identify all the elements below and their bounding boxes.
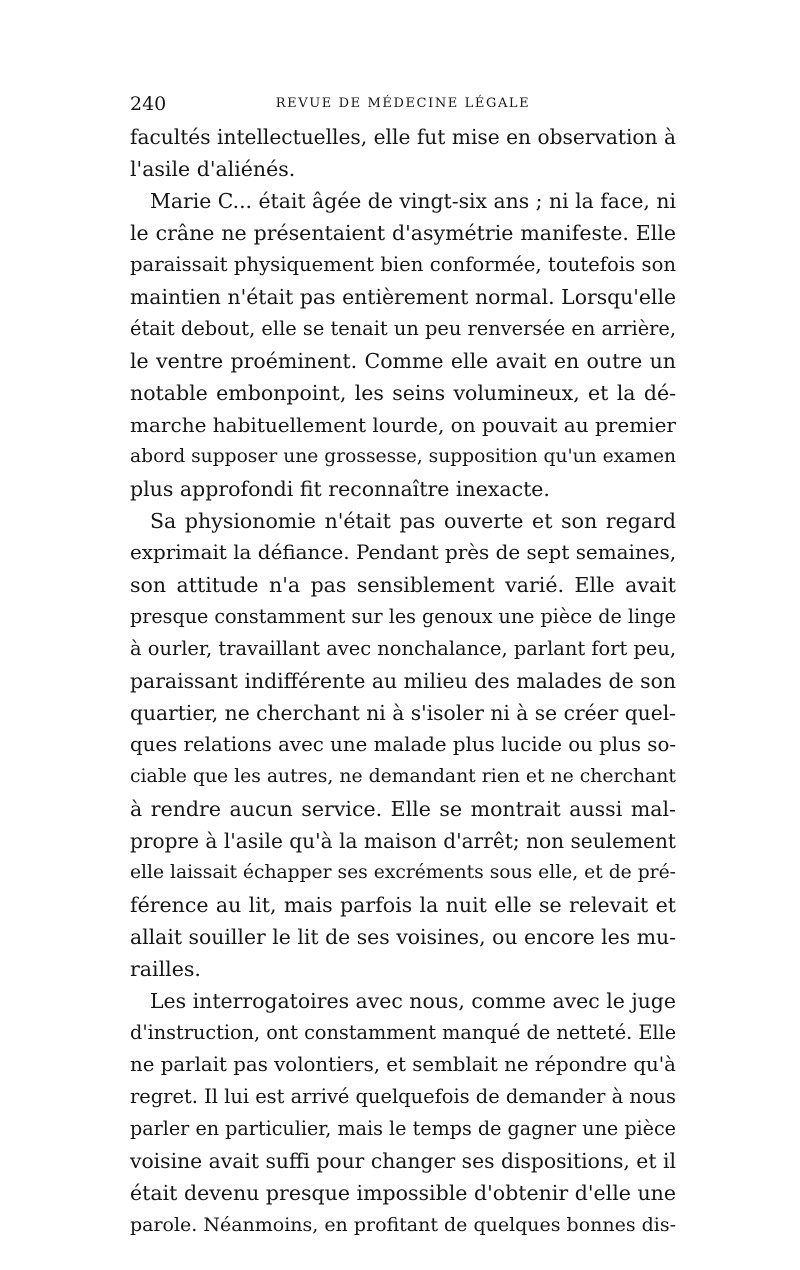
text-line: d'instruction, ont constamment manqué de netteté. Elle (130, 1021, 677, 1044)
text-line: elle laissait échapper ses excréments sous elle, et de pré- (130, 862, 676, 883)
text-line: parler en particulier, mais le temps de gagner une pièce (130, 1117, 676, 1140)
page-number: 240 (130, 93, 167, 115)
text-line: ne parlait pas volontiers, et semblait ne répondre qu'à (130, 1053, 676, 1076)
text-line: paraissait physiquement bien conformée, toutefois son (130, 253, 677, 276)
text-line: allait souiller le lit de ses voisines, ou encore les mu- (130, 925, 677, 949)
text-line: exprimait la défiance. Pendant près de sept semaines, (130, 541, 677, 564)
text-line: paraissant indifférente au milieu des malades de son (130, 669, 676, 693)
text-line: facultés intellectuelles, elle fut mise en observation à (130, 125, 676, 149)
text-line: l'asile d'aliénés. (130, 157, 296, 181)
text-line: maintien n'était pas entièrement normal. Lorsqu'elle (130, 285, 676, 309)
text-line: ques relations avec une malade plus lucide ou plus so- (130, 733, 677, 756)
text-line: le crâne ne présentaient d'asymétrie manifeste. Elle (130, 221, 676, 245)
text-line: notable embonpoint, les seins volumineux, et la dé- (130, 381, 677, 405)
text-line: était devenu presque impossible d'obtenir d'elle une (130, 1181, 677, 1205)
page-header (130, 92, 676, 116)
text-line: son attitude n'a pas sensiblement varié. Elle avait (130, 573, 677, 597)
text-line: ciable que les autres, ne demandant rien et ne cherchant (130, 766, 676, 787)
body-text (130, 121, 676, 1241)
text-line: était debout, elle se tenait un peu renversée en arrière, (130, 317, 677, 340)
text-line: marche habituellement lourde, on pouvait au premier (130, 413, 676, 437)
text-line: férence au lit, mais parfois la nuit elle se relevait et (130, 893, 677, 917)
text-line: à ourler, travaillant avec nonchalance, parlant fort peu, (130, 637, 677, 660)
text-line: quartier, ne cherchant ni à s'isoler ni à se créer quel- (130, 701, 677, 725)
text-line: voisine avait suffi pour changer ses dispositions, et il (130, 1149, 676, 1173)
text-line: Les interrogatoires avec nous, comme avec le juge (150, 989, 676, 1013)
text-line: Marie C... était âgée de vingt-six ans ; ni la face, ni (150, 189, 676, 213)
text-line: propre à l'asile qu'à la maison d'arrêt; non seulement (130, 829, 676, 853)
text-line: le ventre proéminent. Comme elle avait en outre un (130, 349, 676, 373)
text-line: regret. Il lui est arrivé quelquefois de demander à nous (130, 1085, 676, 1108)
text-line: à rendre aucun service. Elle se montrait aussi mal- (130, 797, 676, 821)
text-line: presque constamment sur les genoux une pièce de linge (130, 605, 676, 628)
text-line: railles. (130, 957, 201, 981)
text-line: abord supposer une grossesse, supposition qu'un examen (130, 446, 677, 467)
running-title: REVUE DE MÉDECINE LÉGALE (275, 96, 531, 111)
text-line: plus approfondi fit reconnaître inexacte. (130, 477, 550, 501)
text-line: Sa physionomie n'était pas ouverte et son regard (150, 509, 677, 533)
text-line: parole. Néanmoins, en profitant de quelques bonnes dis- (130, 1214, 677, 1236)
